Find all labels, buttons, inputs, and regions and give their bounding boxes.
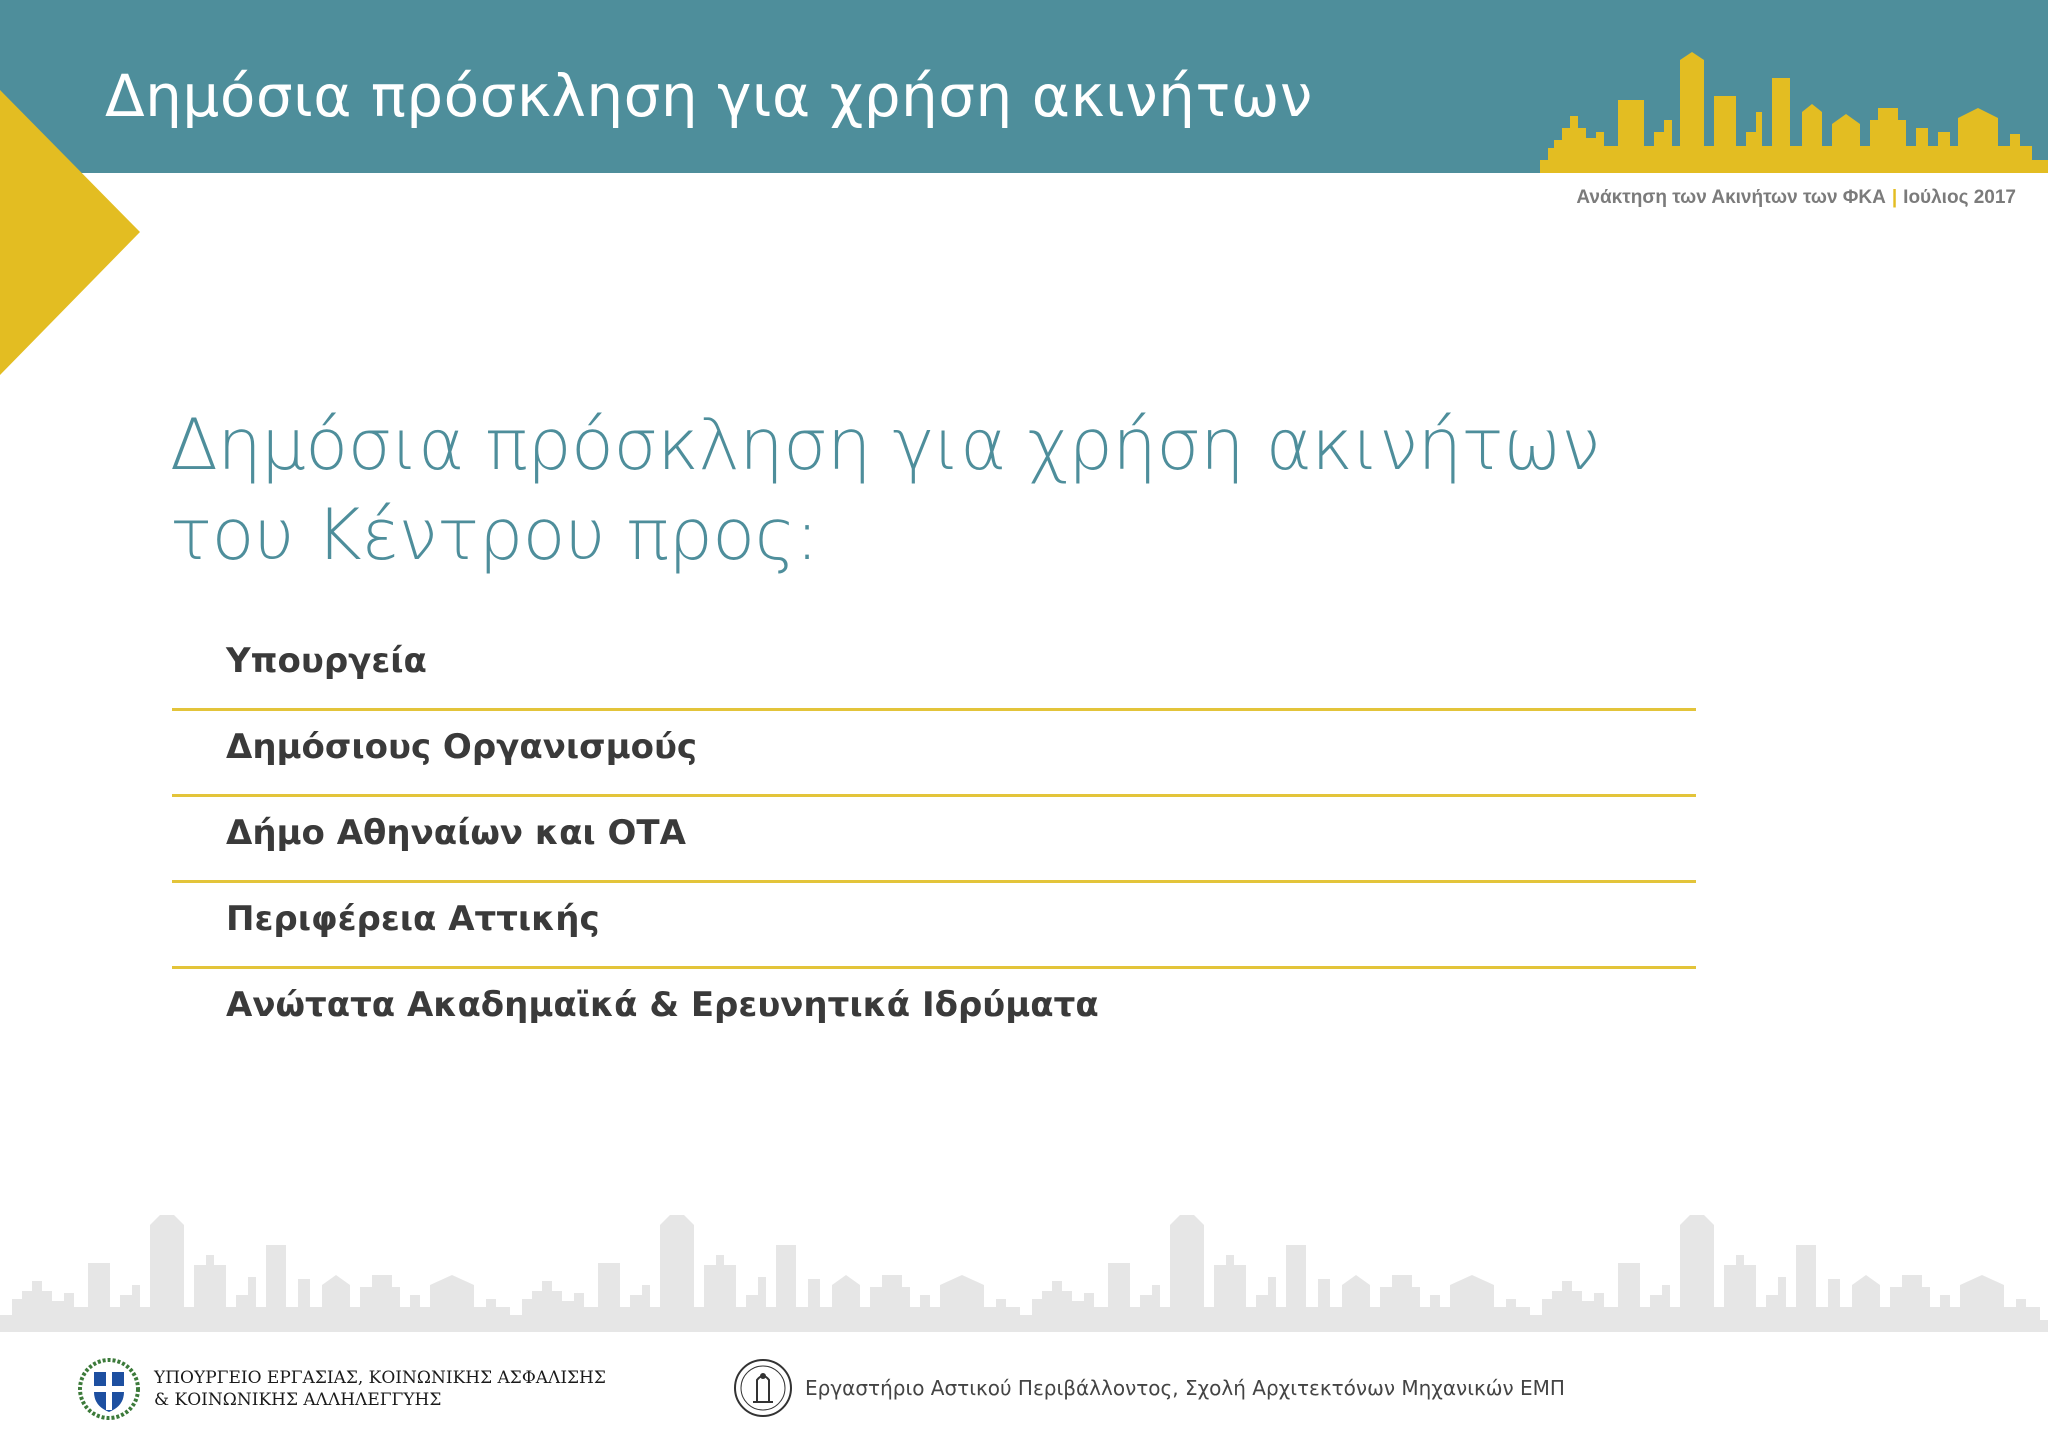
- subtitle-project: Ανάκτηση των Ακινήτων των ΦΚΑ: [1576, 187, 1886, 208]
- subtitle-date: Ιούλιος 2017: [1903, 187, 2016, 208]
- greek-coat-of-arms-icon: [78, 1358, 140, 1420]
- list-item: Υπουργεία: [172, 625, 1696, 711]
- ministry-name: [154, 1367, 606, 1411]
- decorative-triangle: [0, 90, 145, 375]
- list-item: Δήμο Αθηναίων και ΟΤΑ: [172, 797, 1696, 883]
- target-list: [172, 625, 1696, 1055]
- footer-bar: [0, 1320, 2048, 1332]
- list-item: Περιφέρεια Αττικής: [172, 883, 1696, 969]
- lab-name: Εργαστήριο Αστικού Περιβάλλοντος, Σχολή Αρχιτεκτόνων Μηχανικών ΕΜΠ: [805, 1376, 1565, 1400]
- list-item: Δημόσιους Οργανισμούς: [172, 711, 1696, 797]
- lab-logo: [733, 1358, 1565, 1418]
- list-item: Ανώτατα Ακαδημαϊκά & Ερευνητικά Ιδρύματα: [226, 985, 1099, 1025]
- ministry-logo: [78, 1358, 606, 1420]
- footer-skyline-icon: [0, 1195, 2048, 1330]
- subtitle-separator: |: [1891, 187, 1898, 208]
- ministry-line1: ΥΠΟΥΡΓΕΙΟ ΕΡΓΑΣΙΑΣ, ΚΟΙΝΩΝΙΚΗΣ ΑΣΦΑΛΙΣΗΣ: [154, 1368, 606, 1388]
- ministry-line2: & ΚΟΙΝΩΝΙΚΗΣ ΑΛΛΗΛΕΓΓΥΗΣ: [154, 1390, 442, 1410]
- header-title: Δημόσια πρόσκληση για χρήση ακινήτων: [105, 62, 1313, 130]
- main-heading-line1: Δημόσια πρόσκληση για χρήση ακινήτων: [170, 404, 1600, 486]
- header-skyline-icon: [1540, 48, 2048, 173]
- main-heading-line2: του Κέντρου προς:: [170, 494, 819, 576]
- subtitle: [1576, 187, 2016, 209]
- main-heading: [170, 400, 1600, 580]
- ntua-seal-icon: [733, 1358, 793, 1418]
- header-bar: [0, 0, 2048, 173]
